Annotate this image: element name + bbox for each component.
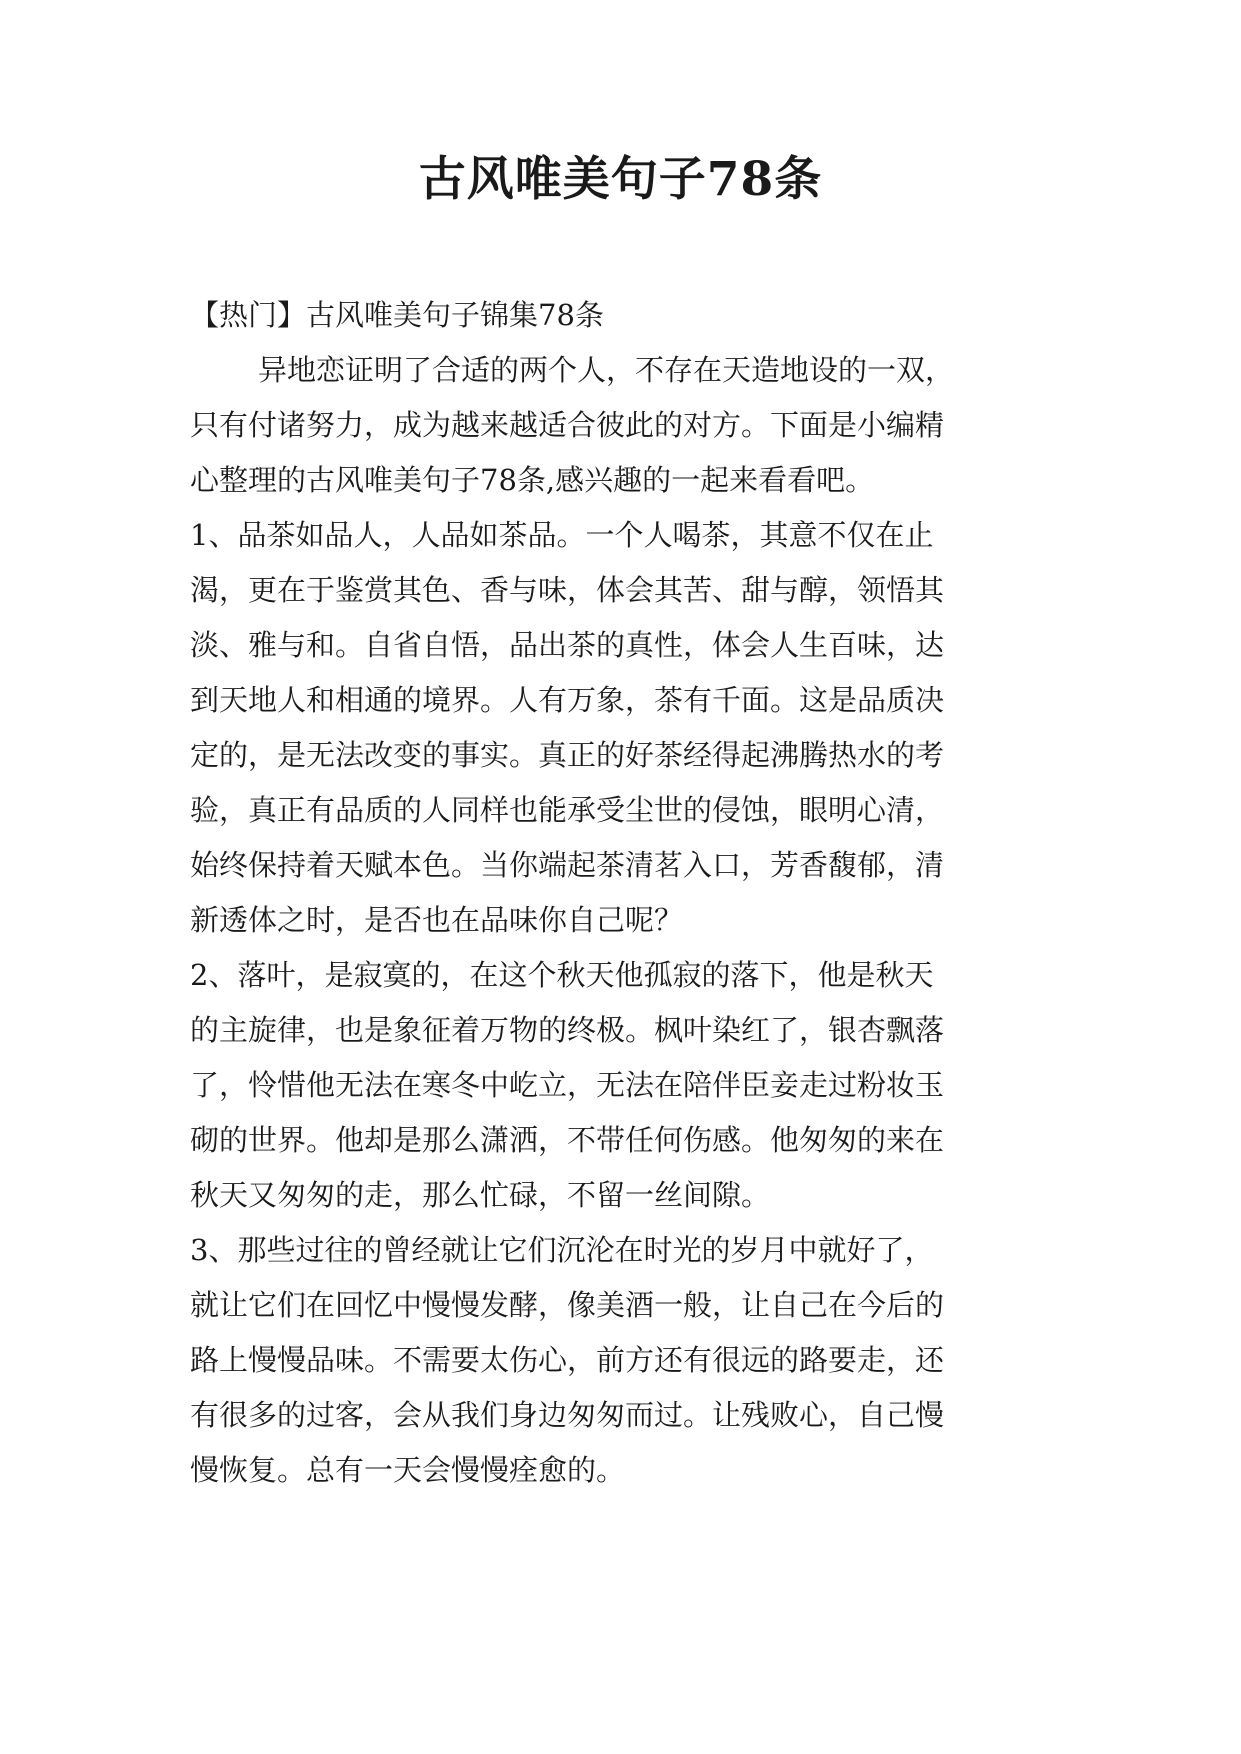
item-1-line: 淡、雅与和。自省自悟，品出茶的真性，体会人生百味，达 bbox=[190, 628, 945, 662]
item-2-line: 了，怜惜他无法在寒冬中屹立，无法在陪伴臣妾走过粉妆玉 bbox=[190, 1068, 945, 1102]
item-1-line: 新透体之时，是否也在品味你自己呢？ bbox=[190, 903, 684, 937]
item-3-line: 3、那些过往的曾经就让它们沉沦在时光的岁月中就好了， bbox=[190, 1233, 934, 1267]
item-2-line: 砌的世界。他却是那么潇洒，不带任何伤感。他匆匆的来在 bbox=[190, 1123, 945, 1157]
document-body bbox=[190, 288, 1070, 1498]
item-1-line: 渴，更在于鉴赏其色、香与味，体会其苦、甜与醇，领悟其 bbox=[190, 573, 945, 607]
item-2-line: 的主旋律，也是象征着万物的终极。枫叶染红了，银杏飘落 bbox=[190, 1013, 945, 1047]
item-3-line: 有很多的过客，会从我们身边匆匆而过。让残败心，自己慢 bbox=[190, 1398, 945, 1432]
item-2-line: 2、落叶，是寂寞的，在这个秋天他孤寂的落下，他是秋天 bbox=[190, 958, 934, 992]
item-1-line: 始终保持着天赋本色。当你端起茶清茗入口，芳香馥郁，清 bbox=[190, 848, 945, 882]
item-1-line: 定的，是无法改变的事实。真正的好茶经得起沸腾热水的考 bbox=[190, 738, 945, 772]
intro-line: 心整理的古风唯美句子78条,感兴趣的一起来看看吧。 bbox=[190, 463, 875, 497]
item-1-line: 验，真正有品质的人同样也能承受尘世的侵蚀，眼明心清， bbox=[190, 793, 945, 827]
intro-line: 只有付诸努力，成为越来越适合彼此的对方。下面是小编精 bbox=[190, 408, 945, 442]
item-1-line: 1、品茶如品人，人品如茶品。一个人喝茶，其意不仅在止 bbox=[190, 518, 934, 552]
item-3-line: 路上慢慢品味。不需要太伤心，前方还有很远的路要走，还 bbox=[190, 1343, 945, 1377]
subheading: 【热门】古风唯美句子锦集78条 bbox=[190, 298, 604, 332]
intro-line: 异地恋证明了合适的两个人，不存在天造地设的一双， bbox=[258, 353, 955, 387]
item-1-line: 到天地人和相通的境界。人有万象，茶有千面。这是品质决 bbox=[190, 683, 945, 717]
item-2-line: 秋天又匆匆的走，那么忙碌，不留一丝间隙。 bbox=[190, 1178, 771, 1212]
document-title: 古风唯美句子78条 bbox=[418, 152, 823, 207]
item-3-line: 就让它们在回忆中慢慢发酵，像美酒一般，让自己在今后的 bbox=[190, 1288, 945, 1322]
item-3-line: 慢恢复。总有一天会慢慢痊愈的。 bbox=[190, 1453, 626, 1487]
